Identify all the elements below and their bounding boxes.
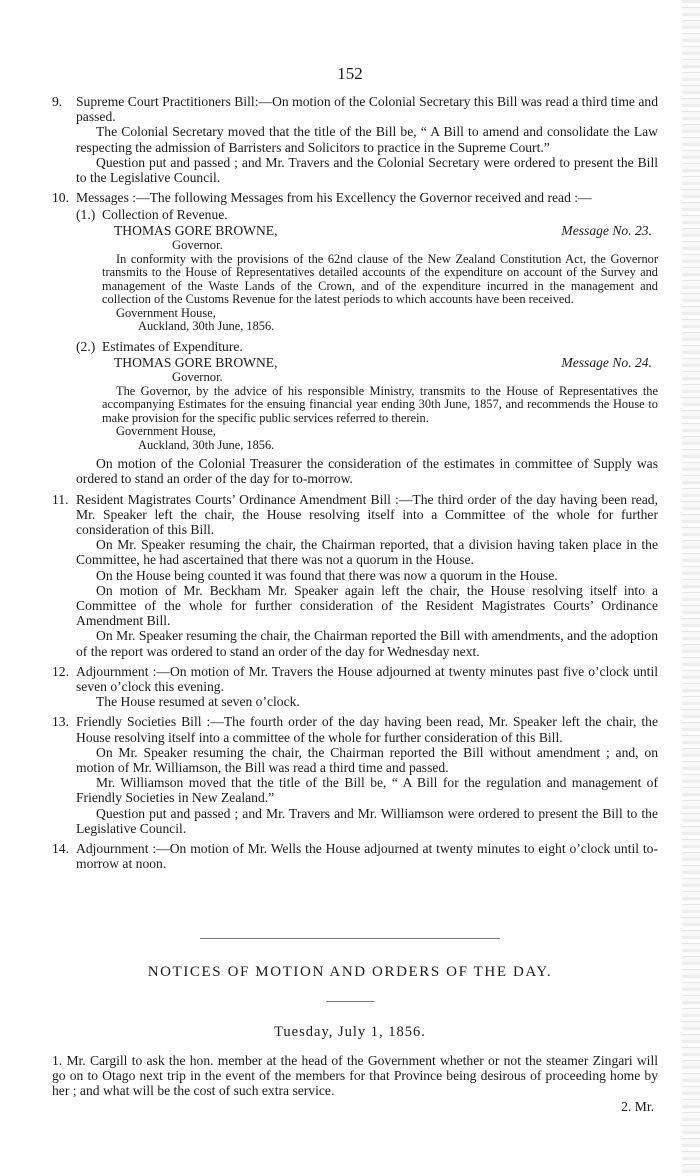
- item-number: 11.: [52, 491, 69, 507]
- item-11: [52, 492, 658, 659]
- message-header: [102, 355, 658, 370]
- item-paragraph: Mr. Williamson moved that the title of the Bill be, “ A Bill for the regulation and management of Friendly Societies in New Zealand.”: [76, 775, 658, 806]
- message-role: Governor.: [172, 237, 223, 252]
- item-paragraph: Adjournment :—On motion of Mr. Wells the House adjourned at twenty minutes to eight o’clock until to-morrow at noon.: [76, 840, 658, 872]
- message-body: The Governor, by the advice of his responsible Ministry, transmits to the House of Representatives the accompanying Estimates for the ensuing financial year ending 30th June, 1857, and recommends the House to make provision for the specific public services referred to therein.: [102, 384, 658, 425]
- item-paragraph: Supreme Court Practitioners Bill:—On motion of the Colonial Secretary this Bill was read a third time and passed.: [76, 94, 658, 125]
- item-number: 10.: [52, 190, 69, 206]
- message-number: (1.): [76, 207, 96, 223]
- section-divider: [200, 938, 500, 939]
- short-divider: [326, 1001, 374, 1002]
- message-body: In conformity with the provisions of the 62nd clause of the New Zealand Constitution Act, the Governor transmits to the House of Representatives detailed accounts of the expenditure on account of the Survey and management of the Waste Lands of the Crown, and of the expenditure incurred in the management and collection of the Customs Revenue for the latest periods to which accounts have been received.: [102, 252, 658, 307]
- item-14: [52, 841, 658, 871]
- message-signer: THOMAS GORE BROWNE,: [114, 222, 278, 238]
- item-paragraph: On the House being counted it was found that there was now a quorum in the House.: [96, 567, 558, 583]
- notice-date: Tuesday, July 1, 1856.: [274, 1024, 426, 1040]
- catchword: 2. Mr.: [621, 1098, 654, 1114]
- message-date: Auckland, 30th June, 1856.: [138, 319, 275, 334]
- messages-intro: Messages :—The following Messages from his Excellency the Governor received and read :—: [76, 190, 592, 206]
- proceedings-body: [52, 94, 658, 876]
- message-title: Estimates of Expenditure.: [102, 339, 243, 355]
- item-paragraph: Question put and passed ; and Mr. Travers and Mr. Williamson were ordered to present the Bill to the Legislative Council.: [76, 805, 658, 836]
- message-number: (2.): [76, 339, 96, 355]
- item-paragraph: Question put and passed ; and Mr. Travers and the Colonial Secretary were ordered to present the Bill to the Legislative Council.: [76, 154, 658, 186]
- message-signer: THOMAS GORE BROWNE,: [114, 354, 278, 370]
- scanned-page-edge: [682, 0, 700, 1176]
- item-paragraph: On motion of the Colonial Treasurer the consideration of the estimates in committee of Supply was ordered to stand an order of the day for to-morrow.: [76, 456, 658, 487]
- item-paragraph: On Mr. Speaker resuming the chair, the Chairman reported, that a division having taken place in the Committee, he had ascertained that there was not a quorum in the House.: [76, 537, 658, 568]
- message-title: Collection of Revenue.: [102, 207, 228, 223]
- notice-list: [52, 1053, 658, 1114]
- item-12: [52, 664, 658, 710]
- message-date: Auckland, 30th June, 1856.: [138, 437, 275, 452]
- message-no: Message No. 24.: [561, 354, 652, 370]
- item-number: 9.: [52, 94, 63, 109]
- message-1: [76, 207, 658, 333]
- item-paragraph: Adjournment :—On motion of Mr. Travers the House adjourned at twenty minutes past five o’clock until seven o’clock this evening.: [76, 663, 658, 694]
- message-header: [102, 223, 658, 238]
- message-2: [76, 339, 658, 452]
- item-paragraph: On Mr. Speaker resuming the chair, the Chairman reported the Bill with amendments, and the adoption of the report was ordered to stand an order of the day for Wednesday next.: [76, 628, 658, 659]
- message-place: Government House,: [116, 424, 216, 439]
- item-13: [52, 714, 658, 836]
- item-number: 14.: [52, 840, 69, 856]
- item-number: 12.: [52, 663, 69, 679]
- item-paragraph: On motion of Mr. Beckham Mr. Speaker again left the chair, the House resolving itself into a Committee of the whole for further consideration of the Resident Magistrates Courts’ Ordinance Amendment Bill.: [76, 582, 658, 629]
- item-10: [52, 190, 658, 486]
- page-number: 152: [337, 64, 363, 83]
- item-paragraph: The House resumed at seven o’clock.: [96, 694, 300, 710]
- item-paragraph: On Mr. Speaker resuming the chair, the Chairman reported the Bill without amendment ; and, on motion of Mr. Williamson, the Bill was read a third time and passed.: [76, 744, 658, 775]
- notice-item: 1. Mr. Cargill to ask the hon. member at the head of the Government whether or not the steamer Zingari will go on to Otago next trip in the event of the members for that Province being desirous of proceeding home by her ; and what will be the cost of such extra service.: [52, 1053, 658, 1099]
- item-number: 13.: [52, 714, 69, 730]
- item-9: [52, 94, 658, 185]
- item-paragraph: Resident Magistrates Courts’ Ordinance Amendment Bill :—The third order of the day having been read, Mr. Speaker left the chair, the House resolving itself into a Committee of the whole for further consideration of this Bill.: [76, 491, 658, 537]
- item-paragraph: The Colonial Secretary moved that the title of the Bill be, “ A Bill to amend and consolidate the Law respecting the admission of Barristers and Solicitors to practice in the Supreme Court.”: [76, 124, 658, 155]
- notices-heading: NOTICES OF MOTION AND ORDERS OF THE DAY.: [147, 964, 553, 980]
- message-place: Government House,: [116, 305, 216, 320]
- message-role: Governor.: [172, 369, 223, 384]
- message-no: Message No. 23.: [561, 222, 652, 238]
- item-paragraph: Friendly Societies Bill :—The fourth order of the day having been read, Mr. Speaker left the chair, the House resolving itself into a committee of the whole for further consideration of this Bill.: [76, 714, 658, 745]
